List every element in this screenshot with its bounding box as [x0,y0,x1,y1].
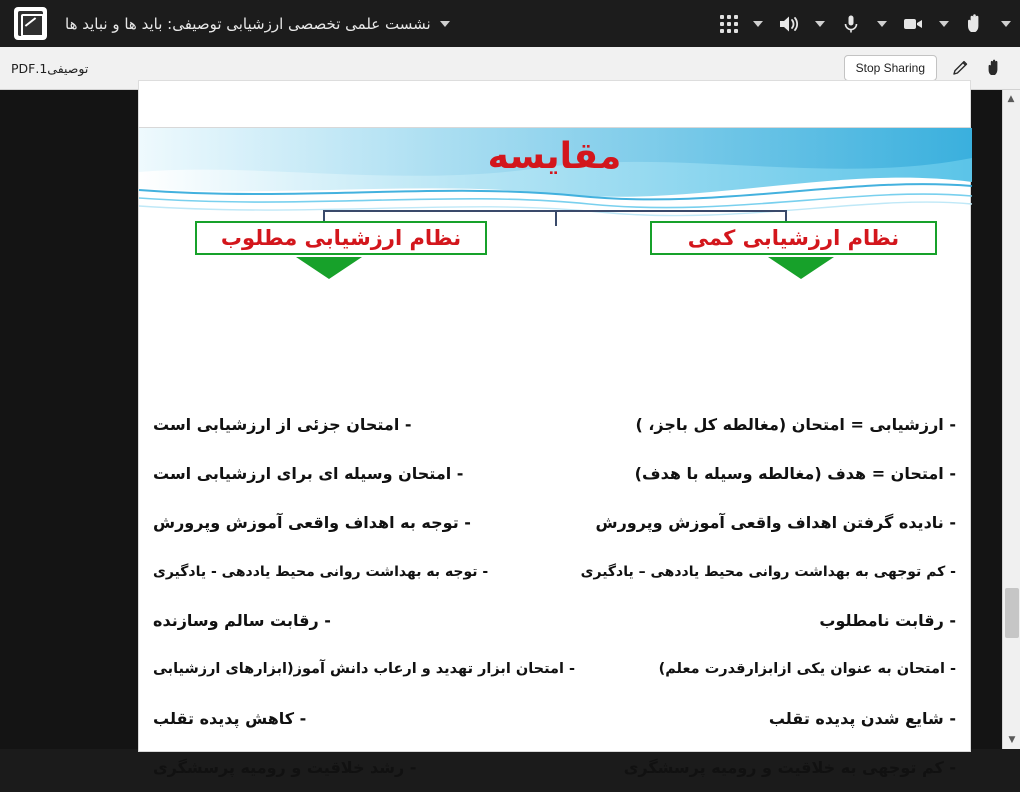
list-item: - کم توجهی به خلاقیت و رومیه پرسشگری [623,757,956,777]
microphone-icon [838,13,864,35]
chevron-down-icon-speaker[interactable] [815,21,825,27]
current-slide [138,127,971,777]
list-item: - امتحان به عنوان یکی ازابزارقدرت معلم) [658,661,956,678]
pencil-icon [951,58,971,78]
connector-vertical-center [555,210,557,226]
meeting-toolbar [0,0,1020,47]
right-column-header-box [650,221,937,255]
list-item: - رقابت نامطلوب [819,610,956,630]
camera-icon [900,13,926,35]
pointer-button[interactable] [980,53,1010,83]
app-logo [14,7,47,40]
shared-content-area [0,90,1020,777]
speaker-control-group [772,0,834,47]
chevron-down-icon-raise-hand[interactable] [1001,21,1011,27]
right-column-list [556,400,956,792]
microphone-control-group [834,0,896,47]
meeting-title: نشست علمی تخصصی ارزشیابی توصیفی: باید ها و نباید ها [65,14,431,33]
document-viewport[interactable] [0,90,1002,777]
right-column-header-label: نظام ارزشیابی کمی [687,226,900,250]
list-item: - امتحان ابزار تهدید و ارعاب دانش آموز(ابزارهای ارزشیابی [153,661,576,678]
left-column-header-box [195,221,487,255]
scroll-up-arrow-icon[interactable]: ▲ [1007,94,1015,104]
hand-icon [962,13,988,35]
list-item: - امتحان جزئی از ارزشیابی است [153,414,412,434]
right-column-arrow-icon [768,257,834,279]
chevron-down-icon-apps[interactable] [753,21,763,27]
speaker-icon [776,13,802,35]
raise-hand-button[interactable] [958,0,992,47]
connector-horizontal [323,210,787,212]
camera-button[interactable] [896,0,930,47]
microphone-button[interactable] [834,0,868,47]
apps-control-group [714,0,772,47]
list-item: - توجه به اهداف واقعی آموزش وپرورش [153,512,471,532]
chevron-down-icon-camera[interactable] [939,21,949,27]
list-item: - توجه به بهداشت روانی محیط یاددهی - یادگیری [153,563,489,580]
shared-file-name: توصیفی1.PDF [11,60,89,76]
left-column-arrow-icon [296,257,362,279]
chevron-down-icon-title[interactable] [440,21,450,27]
list-item: - رشد خلاقیت و رومیه پرسشگری [153,757,417,777]
vertical-scrollbar[interactable] [1002,90,1020,749]
stop-sharing-button[interactable]: Stop Sharing [844,55,937,81]
slide-title: مقایسه [487,136,622,177]
raise-hand-control-group [958,0,1020,47]
list-item: - کاهش پدیده تقلب [153,708,307,728]
scrollbar-thumb[interactable] [1005,588,1019,638]
list-item: - نادیده گرفتن اهداف واقعی آموزش وپرورش [595,512,956,532]
hand-pointer-icon [984,58,1006,78]
camera-control-group [896,0,958,47]
list-item: - امتحان = هدف (مغالطه وسیله با هدف) [634,463,956,483]
list-item: - ارزشیابی = امتحان (مغالطه کل باجز، ) [635,414,956,434]
apps-grid-button[interactable] [714,0,744,47]
list-item: - امتحان وسیله ای برای ارزشیابی است [153,463,464,483]
left-column-list [153,400,576,792]
speaker-button[interactable] [772,0,806,47]
list-item: - رقابت سالم وسازنده [153,610,331,630]
list-item: - شایع شدن پدیده تقلب [768,708,956,728]
list-item: - کم توجهی به بهداشت روانی محیط یاددهی – یادگیری [580,563,956,580]
scroll-down-arrow-icon[interactable]: ▼ [1008,735,1016,745]
left-column-header-label: نظام ارزشیابی مطلوب [220,226,462,250]
annotate-button[interactable] [946,53,976,83]
chevron-down-icon-microphone[interactable] [877,21,887,27]
grid-icon [720,15,738,33]
